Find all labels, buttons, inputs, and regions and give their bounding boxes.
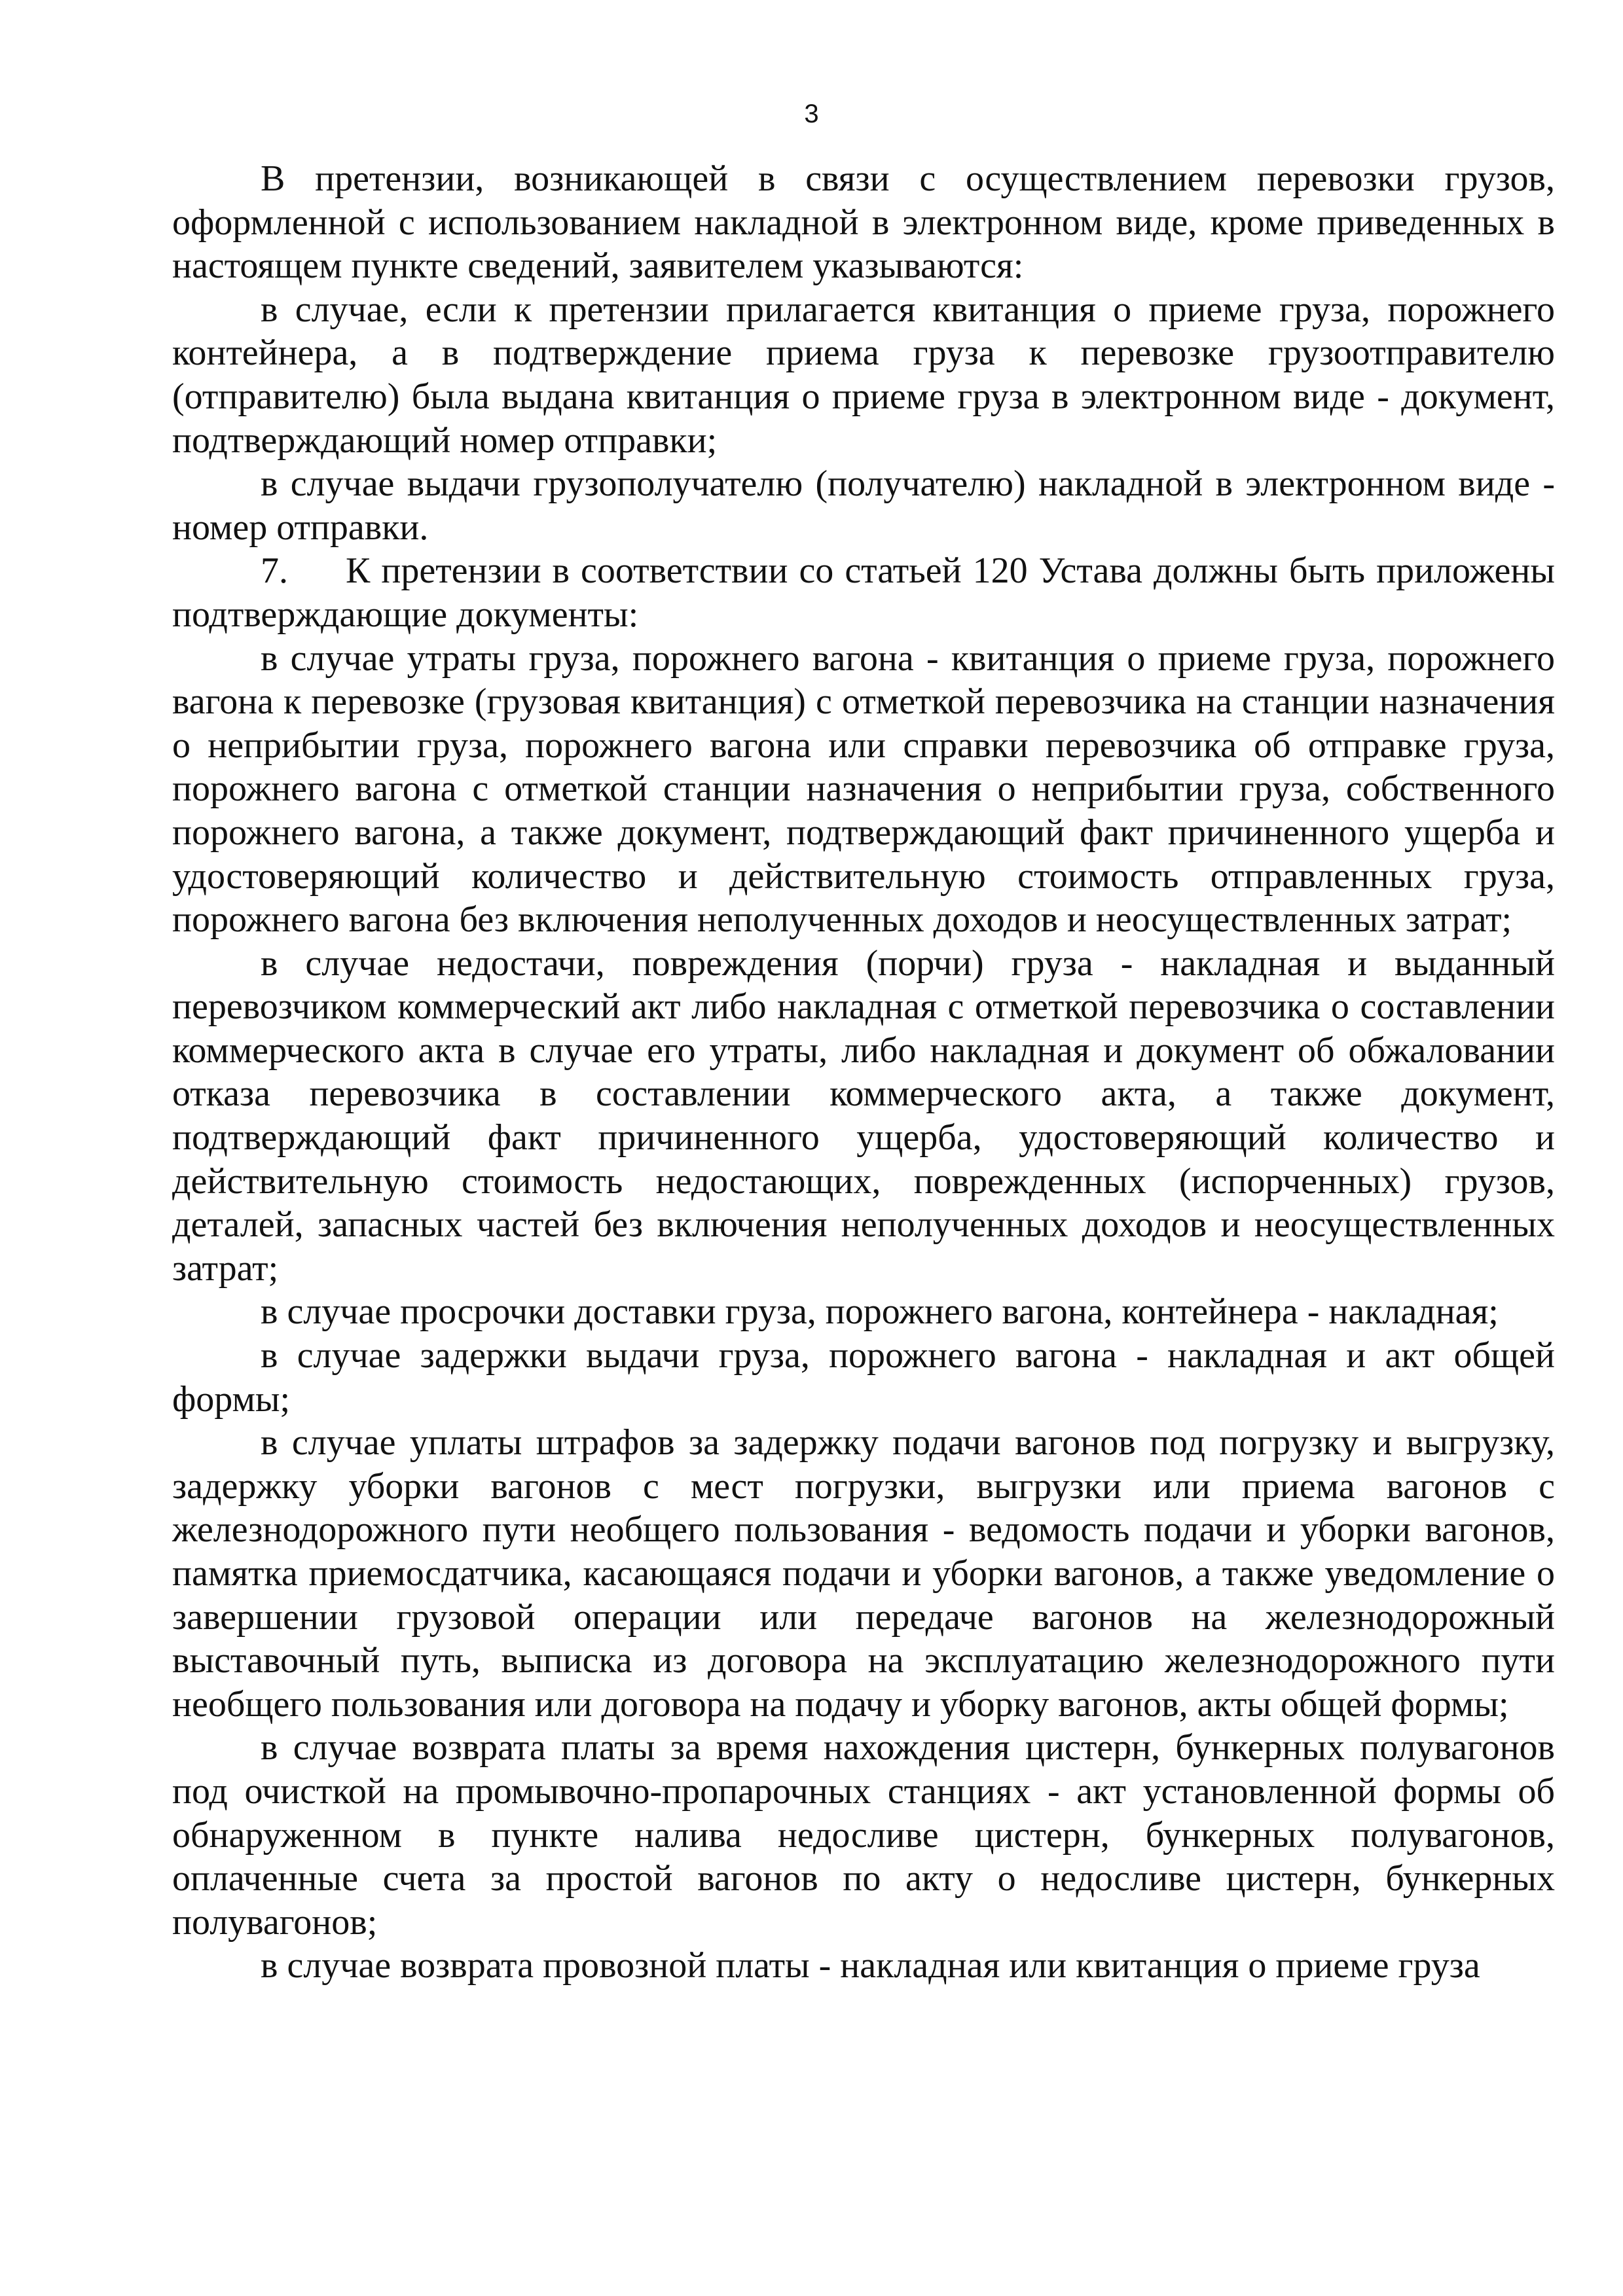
page-number: 3 [804, 99, 819, 128]
case-cleaning-refund: в случае возврата платы за время нахождения цистерн, бункерных полувагонов под очисткой на промывочно-пропарочных станциях - акт установленной формы об обнаруженном в пункте налива недосливе цистерн, бункерных полувагонов, оплаченные счета за простой вагонов по акту о недосливе цистерн, бункерных полувагонов; [172, 1727, 1555, 1943]
item-7-number: 7. [261, 550, 288, 592]
case-loss: в случае утраты груза, порожнего вагона - квитанция о приеме груза, порожнего вагона к перевозке (грузовая квитанция) с отметкой перевозчика на станции назначения о неприбытии груза, порожнего вагона или справки перевозчика об отправке груза, порожнего вагона с отметкой станции назначения о неприбытии груза, собственного порожнего вагона, а также документ, подтверждающий факт причиненного ущерба и удостоверяющий количество и действительную стоимость отправленных груза, порожнего вагона без включения неполученных доходов и неосуществленных затрат; [172, 637, 1555, 941]
case-delivery-delay: в случае просрочки доставки груза, порожнего вагона, контейнера - накладная; [261, 1291, 1499, 1333]
paragraph-waybill-case: в случае выдачи грузополучателю (получателю) накладной в электронном виде - номер отправки. [172, 463, 1555, 548]
item-7 [172, 549, 1555, 636]
case-penalty-payment: в случае уплаты штрафов за задержку подачи вагонов под погрузку и выгрузку, задержку уборки вагонов с мест погрузки, выгрузки или приема вагонов с железнодорожного пути необщего пользования - ведомость подачи и уборки вагонов, памятка приемосдатчика, касающаяся подачи и уборки вагонов, а также уведомление о завершении грузовой операции или передаче вагонов на железнодорожный выставочный путь, выписка из договора на эксплуатацию железнодорожного пути необщего пользования или договора на подачу и уборку вагонов, акты общей формы; [172, 1422, 1555, 1725]
document-body [172, 157, 1555, 1988]
case-shortage: в случае недостачи, повреждения (порчи) груза - накладная и выданный перевозчиком коммерческий акт либо накладная с отметкой перевозчика о составлении коммерческого акта в случае его утраты, либо накладная и документ об обжаловании отказа перевозчика в составлении коммерческого акта, а также документ, подтверждающий факт причиненного ущерба, удостоверяющий количество и действительную стоимость недостающих, поврежденных (испорченных) грузов, деталей, запасных частей без включения неполученных доходов и неосуществленных затрат; [172, 942, 1555, 1289]
case-release-delay: в случае задержки выдачи груза, порожнего вагона - накладная и акт общей формы; [172, 1335, 1555, 1420]
paragraph-receipt-case: в случае, если к претензии прилагается квитанция о приеме груза, порожнего контейнера, а в подтверждение приема груза к перевозке грузоотправителю (отправителю) была выдана квитанция о приеме груза в электронном виде - документ, подтверждающий номер отправки; [172, 289, 1555, 461]
item-7-text: К претензии в соответствии со статьей 120 Устава должны быть приложены подтверждающие документы: [172, 550, 1555, 635]
paragraph-claim-electronic: В претензии, возникающей в связи с осуществлением перевозки грузов, оформленной с использованием накладной в электронном виде, кроме приведенных в настоящем пункте сведений, заявителем указываются: [172, 158, 1555, 287]
case-freight-refund: в случае возврата провозной платы - накладная или квитанция о приеме груза [261, 1945, 1480, 1986]
